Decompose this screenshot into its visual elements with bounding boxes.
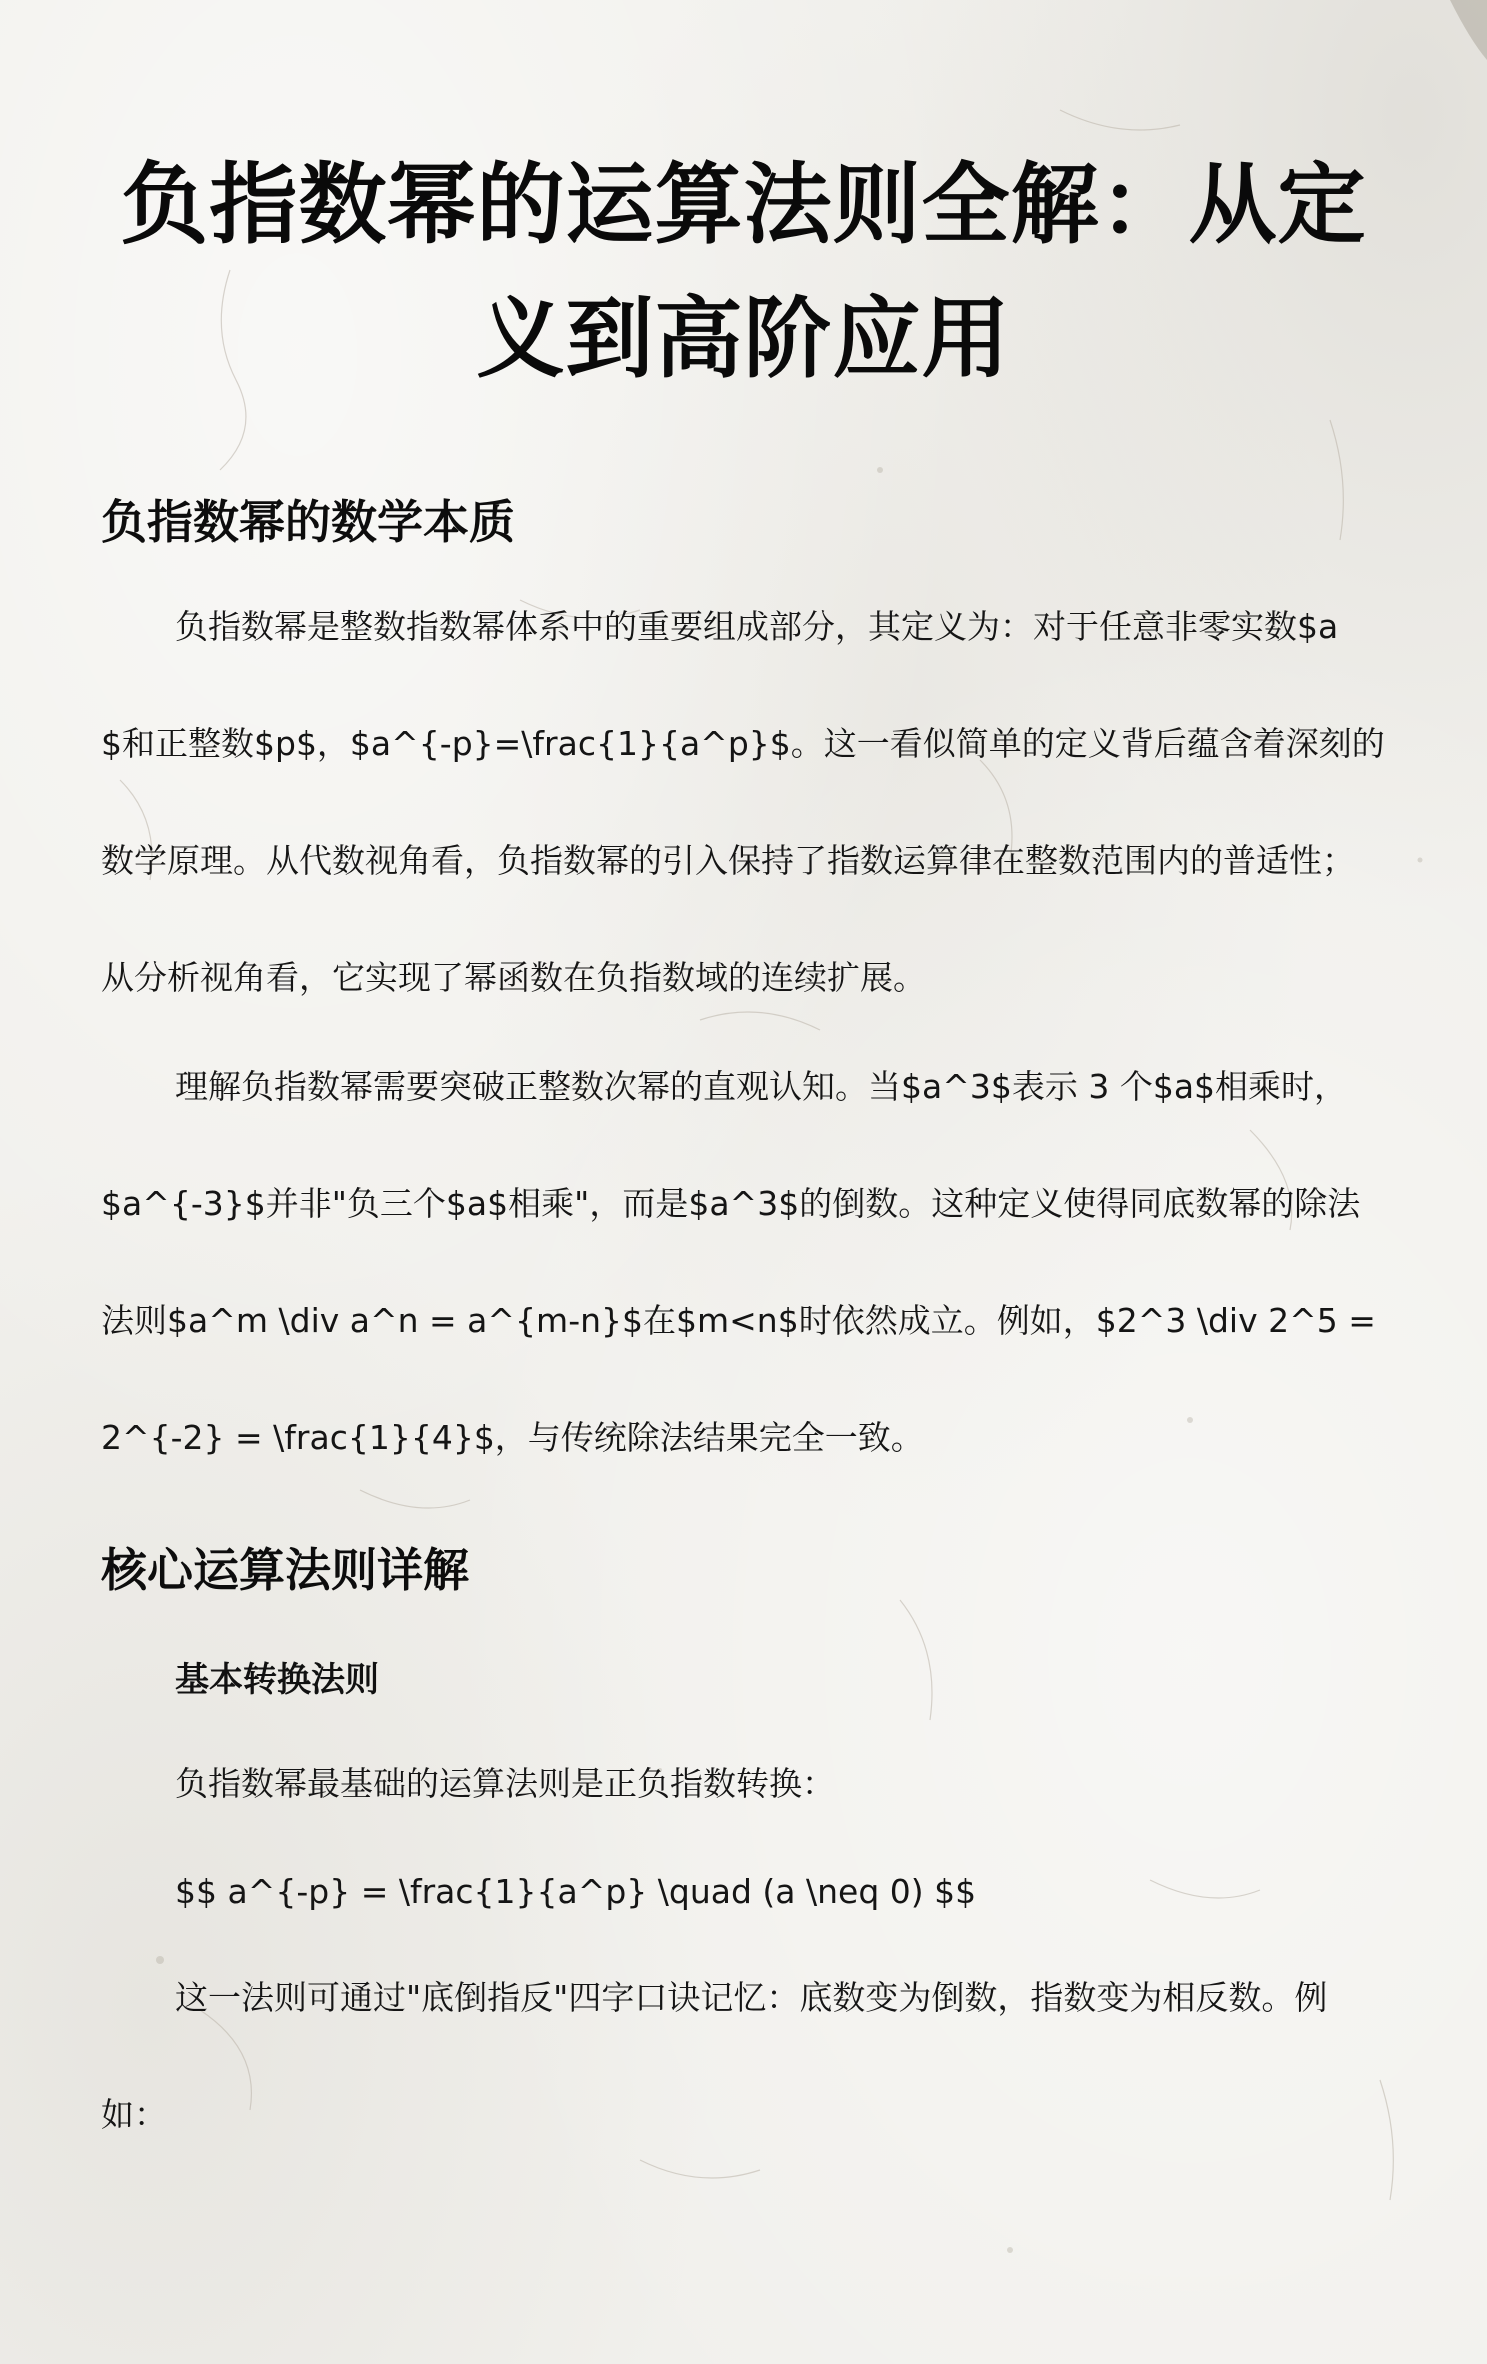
body-paragraph: 负指数幂是整数指数幂体系中的重要组成部分，其定义为：对于任意非零实数$a$和正整数$p$，$a^{-p}=\frac{1}{a^p}$。这一看似简单的定义背后蕴含着深刻的数学原理。从代数视角看，负指数幂的引入保持了指数运算律在整数范围内的普适性；从分析视角看，它实现了幂函数在负指数域的连续扩展。 <box>101 607 1385 997</box>
formula: $$ a^{-p} = \frac{1}{a^p} \quad (a \neq 0) $$ <box>175 1872 977 1911</box>
body-paragraph: 这一法则可通过"底倒指反"四字口诀记忆：底数变为倒数，指数变为相反数。例如： <box>101 1978 1328 2134</box>
document-title: 负指数幂的运算法则全解：从定义到高阶应用 <box>120 153 1367 390</box>
body-text: 负指数幂最基础的运算法则是正负指数转换： <box>175 1764 835 1803</box>
body-paragraph: 理解负指数幂需要突破正整数次幂的直观认知。当$a^3$表示 3 个$a$相乘时，$a^{-3}$并非"负三个$a$相乘"，而是$a^3$的倒数。这种定义使得同底数幂的除法法则$a^m \div a^n = a^{m-n}$在$m<n$时依然成立。例如，$2^3 \div 2^5 = 2^{-2} = \frac{1}{4}$，与传统除法结果完全一致。 <box>101 1067 1376 1457</box>
section-heading: 负指数幂的数学本质 <box>101 495 515 549</box>
subsection-heading: 基本转换法则 <box>175 1660 379 1700</box>
section-heading: 核心运算法则详解 <box>101 1543 469 1597</box>
